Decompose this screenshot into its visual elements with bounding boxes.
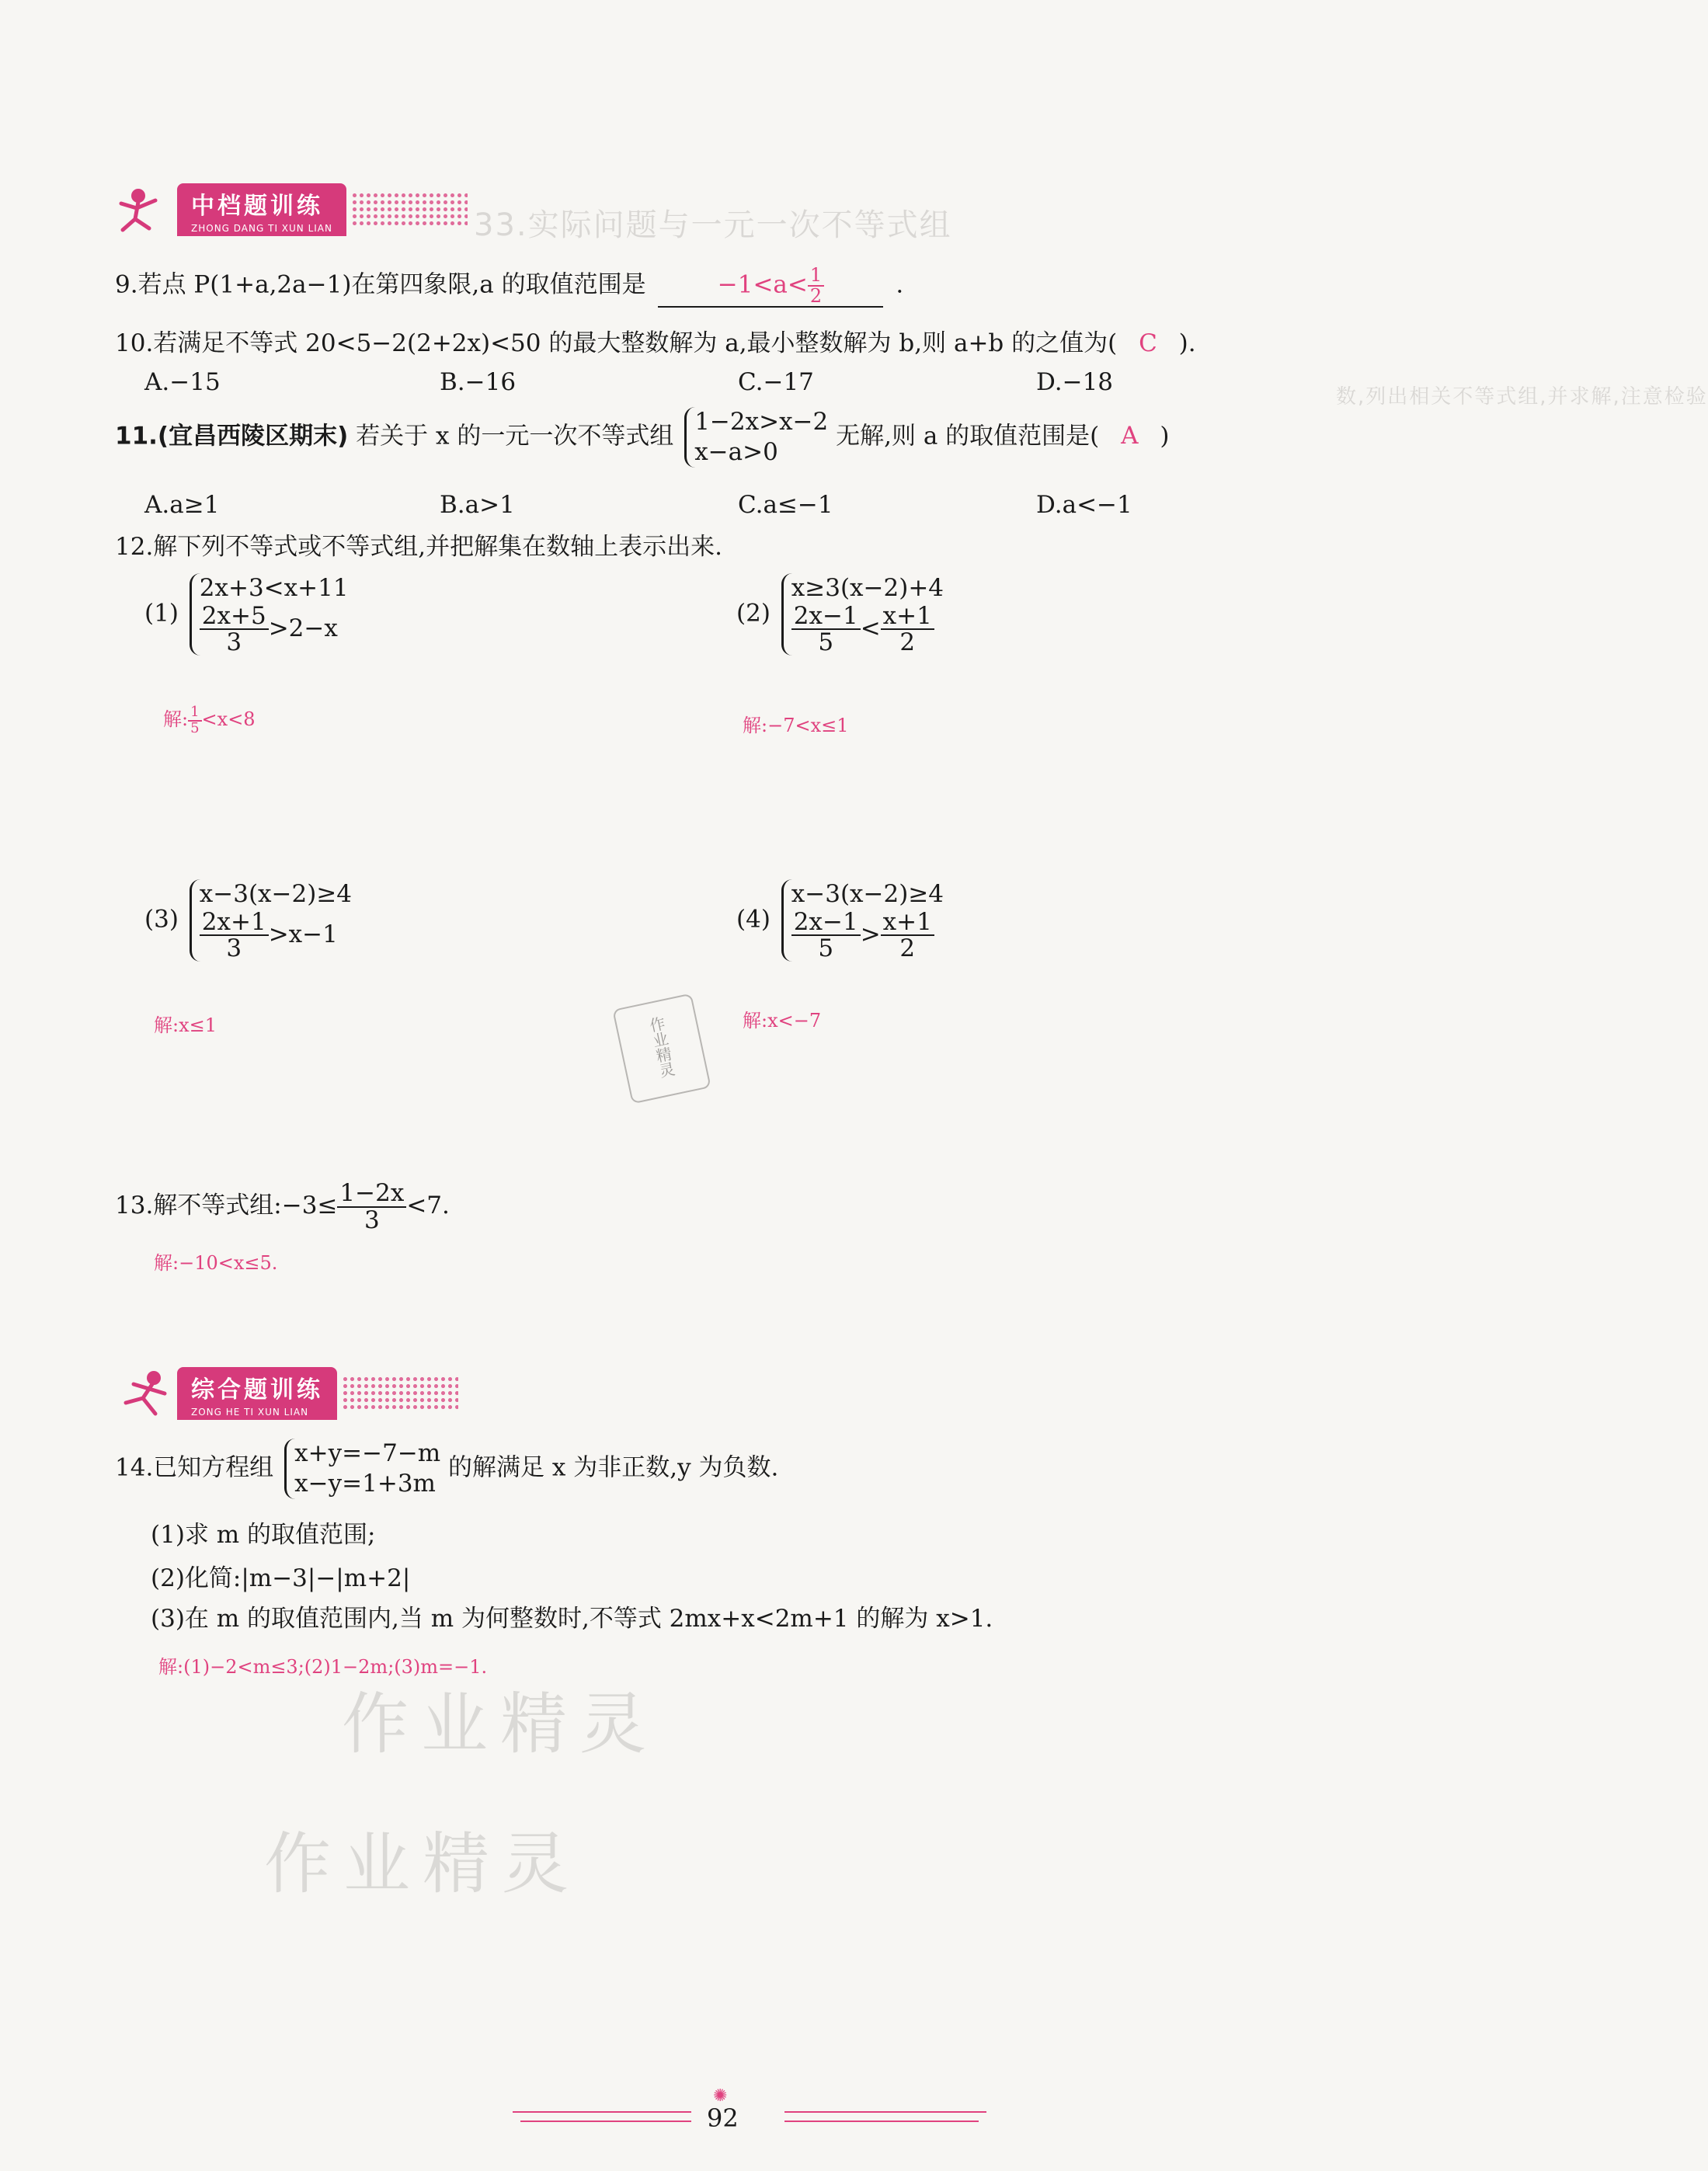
watermark-text: 作业精灵 — [264, 1825, 581, 1903]
fraction-denominator: 2 — [899, 628, 916, 657]
q13-answer: 解:−10<x≤5. — [154, 1252, 278, 1274]
relation-sign: < — [860, 614, 881, 642]
q12-part-4 — [736, 879, 944, 962]
fraction-numerator: 2x−1 — [791, 910, 861, 937]
footer-rule — [784, 2111, 986, 2113]
question-text: 若关于 x 的一元一次不等式组 — [356, 422, 674, 451]
system-row: x−a>0 — [694, 437, 778, 466]
watermark-text: 作业精灵 — [342, 1686, 659, 1763]
answer-choice: C — [1139, 329, 1157, 357]
inequality-system — [684, 407, 828, 468]
system-row — [791, 907, 944, 963]
relation-sign: > — [860, 920, 881, 948]
watermark-stamp — [612, 993, 711, 1105]
question-suffix: ) — [1160, 422, 1170, 451]
fraction-numerator: 2x+5 — [200, 604, 269, 631]
fraction — [337, 1181, 406, 1233]
equation-system — [284, 1439, 440, 1499]
system-row: x−y=1+3m — [294, 1469, 436, 1498]
page-number: 92 — [707, 2103, 739, 2133]
q12-part-2 — [736, 573, 944, 656]
fraction-numerator: 2x+1 — [200, 910, 269, 937]
system-row — [200, 907, 352, 963]
answer-blank — [658, 266, 883, 308]
fraction-numerator: x+1 — [881, 604, 934, 631]
question-text: 13.解不等式组:−3≤ — [115, 1192, 338, 1220]
inequality-system — [781, 573, 944, 656]
system-row: 1−2x>x−2 — [694, 408, 829, 436]
runner-icon — [115, 1369, 177, 1418]
footer-rule — [784, 2121, 979, 2122]
answer-fraction — [188, 705, 201, 736]
system-row: x−3(x−2)≥4 — [199, 880, 353, 908]
q10-option-c: C.−17 — [738, 368, 814, 396]
bleed-through-title: 33.实际问题与一元一次不等式组 — [474, 207, 952, 243]
question-12: 12.解下列不等式或不等式组,并把解集在数轴上表示出来. — [115, 533, 723, 561]
fraction-denominator: 2 — [899, 934, 916, 963]
fraction — [200, 601, 269, 657]
system-row: x+y=−7−m — [294, 1439, 441, 1467]
answer-text: −1<a< — [717, 270, 808, 299]
inequality-system — [190, 879, 352, 962]
expression-rest: <7. — [406, 1192, 450, 1220]
fraction-denominator: 2 — [809, 285, 823, 308]
fraction-denominator: 5 — [818, 934, 834, 963]
system-row: 2x+3<x+11 — [199, 574, 349, 602]
part-label: (4) — [736, 905, 771, 934]
q10-option-a: A.−15 — [144, 368, 221, 396]
fraction — [200, 907, 269, 963]
question-13 — [115, 1181, 450, 1233]
expression-rest: >2−x — [268, 614, 338, 642]
question-11 — [115, 407, 1169, 468]
q14-sub-1: (1)求 m 的取值范围; — [151, 1521, 376, 1549]
system-row: x−3(x−2)≥4 — [791, 880, 944, 908]
fraction-numerator: 2x−1 — [791, 604, 861, 631]
fraction — [791, 907, 861, 963]
fraction — [881, 907, 934, 963]
section-pinyin: ZHONG DANG TI XUN LIAN — [177, 222, 346, 236]
q12-part-4-answer: 解:x<−7 — [743, 1010, 822, 1032]
question-suffix: ). — [1178, 329, 1196, 357]
dots-decoration — [342, 1376, 458, 1411]
part-label: (3) — [144, 905, 179, 934]
answer-fraction — [808, 266, 824, 306]
q11-option-a: A.a≥1 — [144, 491, 220, 519]
answer-rest: <x<8 — [201, 708, 256, 730]
question-tail: 无解,则 a 的取值范围是( — [836, 422, 1100, 451]
q11-option-c: C.a≤−1 — [738, 491, 833, 519]
q12-part-3-answer: 解:x≤1 — [154, 1014, 217, 1036]
section-banner-medium — [115, 183, 468, 236]
fraction-denominator: 3 — [364, 1206, 380, 1234]
bleed-through-line: 数,列出相关不等式组,并求解,注意检验 — [1336, 385, 1708, 409]
question-10 — [115, 329, 1196, 358]
q12-part-2-answer: 解:−7<x≤1 — [743, 715, 849, 736]
part-label: (1) — [144, 599, 179, 628]
question-9 — [115, 266, 903, 308]
q14-sub-2: (2)化简:|m−3|−|m+2| — [151, 1564, 411, 1592]
inequality-system — [781, 879, 944, 962]
section-title: 综合题训练 — [177, 1367, 337, 1406]
fraction-numerator: x+1 — [881, 910, 934, 937]
fraction — [881, 601, 934, 657]
stamp-text: 作业精灵 — [645, 1014, 677, 1080]
q14-sub-3: (3)在 m 的取值范围内,当 m 为何整数时,不等式 2mx+x<2m+1 的解为 x>1. — [151, 1605, 993, 1633]
question-text: 10.若满足不等式 20<5−2(2+2x)<50 的最大整数解为 a,最小整数解为 b,则 a+b 的之值为( — [115, 329, 1118, 357]
question-suffix: . — [896, 270, 904, 299]
fraction-numerator: 1−2x — [337, 1181, 406, 1208]
fraction-numerator: 1 — [808, 266, 824, 287]
question-text: 9.若点 P(1+a,2a−1)在第四象限,a 的取值范围是 — [115, 270, 646, 299]
question-text: 14.已知方程组 — [115, 1453, 274, 1482]
fraction-denominator: 3 — [226, 934, 242, 963]
part-label: (2) — [736, 599, 771, 628]
inequality-system — [190, 573, 349, 656]
answer-prefix: 解: — [163, 708, 189, 730]
system-row — [791, 601, 944, 657]
q10-option-d: D.−18 — [1036, 368, 1114, 396]
section-title: 中档题训练 — [177, 183, 346, 222]
section-pinyin: ZONG HE TI XUN LIAN — [177, 1406, 337, 1420]
section-banner-comprehensive — [115, 1367, 458, 1420]
q11-option-d: D.a<−1 — [1036, 491, 1132, 519]
footer-rule — [520, 2121, 691, 2122]
q11-option-b: B.a>1 — [440, 491, 515, 519]
footer-rule — [513, 2111, 691, 2113]
system-row — [200, 601, 349, 657]
page-footer — [0, 2086, 1502, 2152]
dancer-icon — [115, 185, 177, 235]
fraction-denominator: 3 — [226, 628, 242, 657]
fraction-numerator: 1 — [188, 705, 201, 722]
fraction-denominator: 5 — [190, 719, 200, 736]
answer-choice: A — [1121, 422, 1139, 451]
expression-rest: >x−1 — [268, 920, 338, 948]
question-source: 11.(宜昌西陵区期末) — [115, 422, 349, 451]
q14-answer: 解:(1)−2<m≤3;(2)1−2m;(3)m=−1. — [158, 1656, 488, 1678]
system-row: x≥3(x−2)+4 — [791, 574, 944, 602]
fraction-denominator: 5 — [818, 628, 834, 657]
fraction — [791, 601, 861, 657]
question-tail: 的解满足 x 为非正数,y 为负数. — [448, 1453, 779, 1482]
dots-decoration — [351, 192, 468, 228]
q12-part-3 — [144, 879, 352, 962]
crown-icon: ✺ — [713, 2086, 728, 2106]
q12-part-1 — [144, 573, 349, 656]
question-14 — [115, 1439, 778, 1499]
q12-part-1-answer — [163, 704, 256, 736]
q10-option-b: B.−16 — [440, 368, 517, 396]
